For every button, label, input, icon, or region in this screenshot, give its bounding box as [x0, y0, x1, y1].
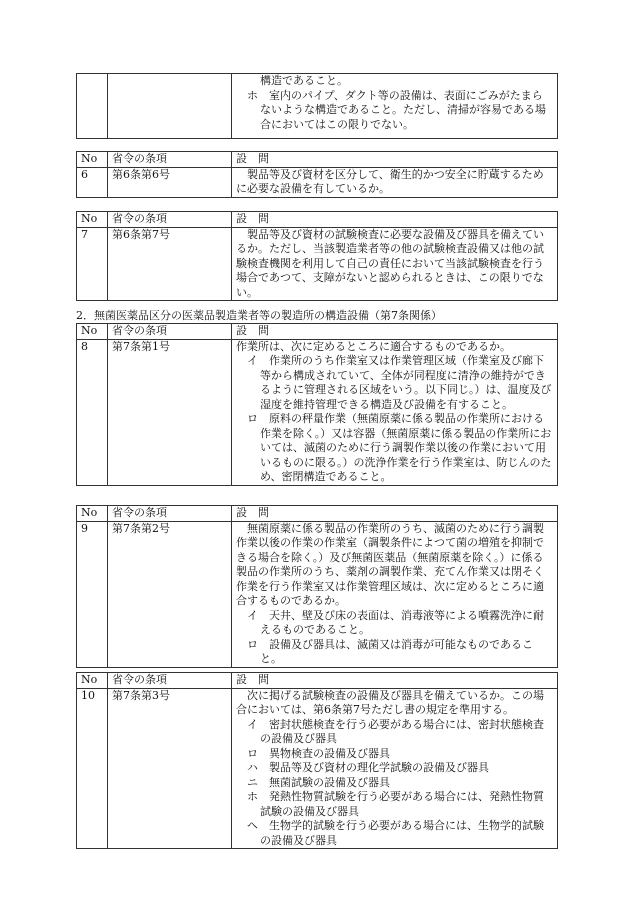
question-text: 製品等及び資材の試験検査に必要な設備及び器具を備えているか。ただし、当該製造業者等の他の試験検査設備又は他の試験検査機関を利用して自己の責任において当該試験検査を行う場合であつて、支障がないと認められるときは、この限りでない。 — [236, 227, 544, 299]
question-cell — [232, 521, 558, 667]
item-mark: イ — [247, 608, 258, 622]
item-mark: イ — [247, 354, 258, 367]
item-mark: ニ — [247, 775, 258, 789]
item-mark: ハ — [247, 761, 258, 774]
question-cell — [232, 688, 558, 849]
item-text: 構造であること。 — [260, 74, 348, 87]
article-cell: 第7条第3号 — [108, 688, 232, 849]
continuation-table — [76, 73, 558, 139]
header-article: 省令の条項 — [108, 673, 232, 689]
question-cell — [232, 339, 558, 485]
list-item — [236, 819, 553, 848]
header-question: 設 問 — [232, 324, 558, 340]
no-cell — [77, 74, 108, 139]
item-text: 設備及び器具は、滅菌又は消毒が可能なものであること。 — [260, 637, 533, 665]
item-text: 無菌試験の設備及び器具 — [269, 775, 390, 789]
item-text: 室内のパイプ、ダクト等の設備は、表面にごみがたまらないような構造であること。ただし、清掃が容易である場合においてはこの限りでない。 — [260, 88, 546, 131]
table-header-row — [77, 152, 558, 168]
no-cell: 7 — [77, 227, 108, 301]
item-text: 生物学的試験を行う必要がある場合には、生物学的試験の設備及び器具 — [260, 819, 544, 847]
item-mark: ホ — [247, 88, 258, 102]
table-row — [77, 688, 558, 849]
header-no: No — [77, 212, 108, 228]
list-item — [236, 638, 553, 667]
article-cell: 第6条第7号 — [108, 227, 232, 301]
table-header-row — [77, 324, 558, 340]
header-no: No — [77, 152, 108, 168]
question-table-6 — [76, 151, 558, 198]
item-text: 天井、壁及び床の表面は、消毒液等による噴霧洗浄に耐えるものであること。 — [260, 608, 544, 636]
question-text: 作業所は、次に定めるところに適合するものであるか。 — [236, 339, 511, 353]
table-header-row — [77, 673, 558, 689]
question-text: 無菌原薬に係る製品の作業所のうち、滅菌のために行う調製作業以後の作業の作業室（調製条件によつて菌の増殖を抑制できる場合を除く。）及び無菌医薬品（無菌原薬を除く。）に係る製品の作業所のうち、薬剤の調製作業、充てん作業又は閉そく作業を行う作業室又は作業管理区域は、次に定めるところに適合するものであるか。 — [236, 521, 544, 607]
list-item — [236, 747, 553, 762]
header-question: 設 問 — [232, 673, 558, 689]
item-mark: ロ — [247, 746, 258, 760]
item-text: 密封状態検査を行う必要がある場合には、密封状態検査の設備及び器具 — [260, 717, 544, 745]
header-no: No — [77, 506, 108, 522]
header-question: 設 問 — [232, 152, 558, 168]
list-item — [236, 761, 553, 776]
header-question: 設 問 — [232, 506, 558, 522]
question-cell — [232, 167, 558, 197]
list-item — [236, 776, 553, 791]
article-cell: 第7条第2号 — [108, 521, 232, 667]
article-cell: 第7条第1号 — [108, 339, 232, 485]
item-text: 発熱性物質試験を行う必要がある場合には、発熱性物質試験の設備及び器具 — [260, 790, 544, 818]
article-cell — [108, 74, 232, 139]
question-table-8 — [76, 323, 558, 486]
question-text: 製品等及び資材を区分して、衛生的かつ安全に貯蔵するために必要な設備を有しているか。 — [236, 167, 544, 195]
item-text: 作業所のうち作業室又は作業管理区域（作業室及び廊下等から構成されていて、全体が同程度に清浄の維持ができるように管理される区域をいう。以下同じ。）は、温度及び湿度を維持管理できる構造及び設備を有すること。 — [260, 354, 552, 411]
list-item — [236, 718, 553, 747]
list-item — [236, 412, 553, 485]
list-item — [236, 354, 553, 412]
question-table-9 — [76, 505, 558, 668]
table-header-row — [77, 506, 558, 522]
table-row — [77, 339, 558, 485]
table-row — [77, 227, 558, 301]
header-article: 省令の条項 — [108, 212, 232, 228]
item-mark: ロ — [247, 412, 258, 425]
section-title: 2．無菌医薬品区分の医薬品製造業者等の製造所の構造設備（第7条関係） — [76, 309, 442, 322]
item-mark: ホ — [247, 790, 258, 803]
header-no: No — [77, 324, 108, 340]
question-table-7 — [76, 211, 558, 301]
item-mark: ヘ — [247, 819, 258, 832]
list-item — [236, 89, 553, 133]
list-item — [236, 609, 553, 638]
header-article: 省令の条項 — [108, 324, 232, 340]
header-no: No — [77, 673, 108, 689]
item-text: 製品等及び資材の理化学試験の設備及び器具 — [269, 761, 489, 774]
no-cell: 6 — [77, 167, 108, 197]
question-cell — [232, 74, 558, 139]
table-row — [77, 167, 558, 197]
question-text: 次に掲げる試験検査の設備及び器具を備えているか。この場合においては、第6条第7号ただし書の規定を準用する。 — [236, 688, 544, 716]
item-text: 異物検査の設備及び器具 — [269, 746, 390, 760]
header-article: 省令の条項 — [108, 506, 232, 522]
no-cell: 9 — [77, 521, 108, 667]
no-cell: 10 — [77, 688, 108, 849]
item-mark: イ — [247, 717, 258, 731]
question-table-10 — [76, 672, 558, 849]
no-cell: 8 — [77, 339, 108, 485]
header-question: 設 問 — [232, 212, 558, 228]
item-text: 原料の秤量作業（無菌原薬に係る製品の作業所における作業を除く。）又は容器（無菌原薬に係る製品の作業所においては、滅菌のために行う調製作業以後の作業において用いるものに限る。）の洗浄作業を行う作業室は、防じんのため、密閉構造であること。 — [260, 412, 552, 483]
question-cell — [232, 227, 558, 301]
header-article: 省令の条項 — [108, 152, 232, 168]
article-cell: 第6条第6号 — [108, 167, 232, 197]
list-item — [236, 790, 553, 819]
item-mark: ロ — [247, 637, 258, 651]
table-header-row — [77, 212, 558, 228]
table-row — [77, 521, 558, 667]
